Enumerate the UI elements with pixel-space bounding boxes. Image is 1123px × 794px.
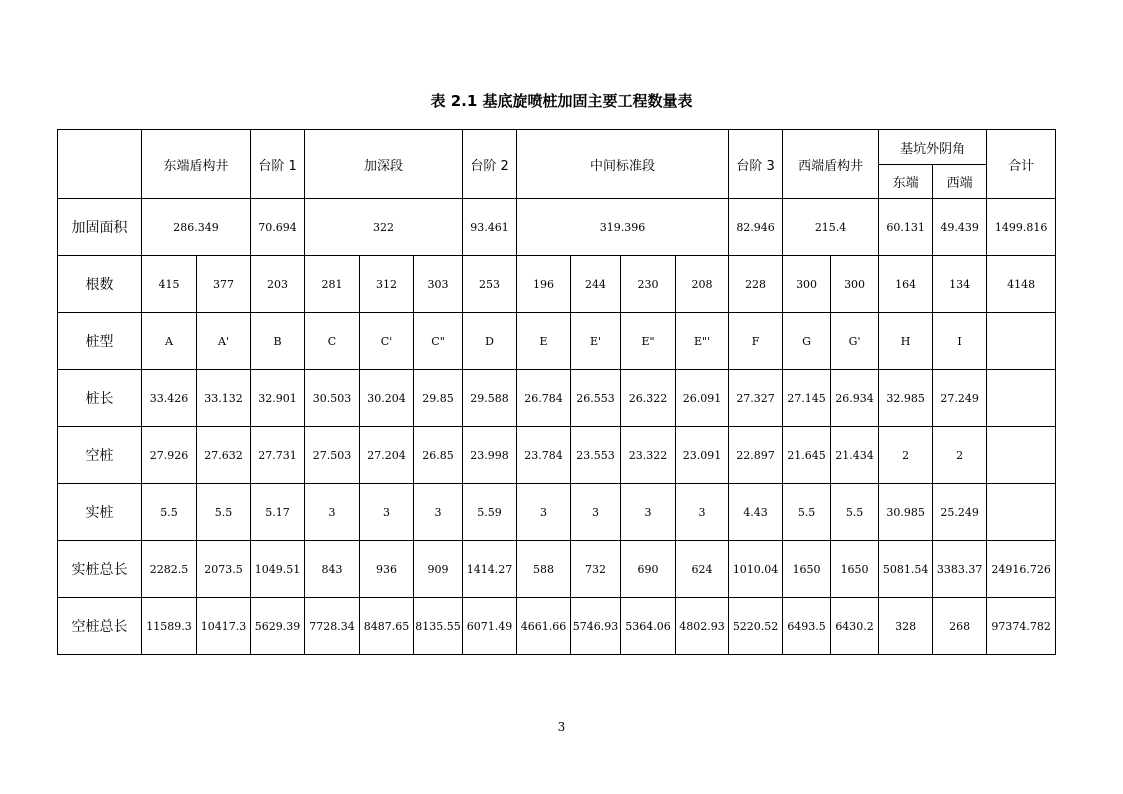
table-cell: 6493.5 [783,598,831,655]
table-cell: 322 [305,199,463,256]
table-cell: 319.396 [517,199,729,256]
table-cell: 5.5 [783,484,831,541]
table-cell: H [879,313,933,370]
table-cell: 2282.5 [142,541,197,598]
table-cell: 23.091 [676,427,729,484]
table-cell: 60.131 [879,199,933,256]
table-row [58,427,1056,484]
table-cell: 2 [933,427,987,484]
table-cell: 3 [414,484,463,541]
table-cell: 49.439 [933,199,987,256]
table-cell: 1650 [783,541,831,598]
table-cell: 690 [621,541,676,598]
table-row [58,313,1056,370]
table-cell: 32.901 [251,370,305,427]
table-cell: 29.85 [414,370,463,427]
table-cell: 230 [621,256,676,313]
table-row [58,256,1056,313]
row-label: 空桩总长 [58,598,142,655]
table-cell: 8135.55 [414,598,463,655]
header-row [58,130,1056,165]
table-cell: 30.985 [879,484,933,541]
table-cell: 164 [879,256,933,313]
table-cell: 4.43 [729,484,783,541]
row-label: 桩型 [58,313,142,370]
row-label: 实桩 [58,484,142,541]
table-cell: 1414.27 [463,541,517,598]
table-cell: 11589.3 [142,598,197,655]
table-cell: 244 [571,256,621,313]
table-cell: 5.59 [463,484,517,541]
header-cell: 台阶 2 [463,130,517,199]
table-cell: G [783,313,831,370]
table-cell: 30.204 [360,370,414,427]
table-cell: 26.553 [571,370,621,427]
table-row [58,598,1056,655]
table-cell: 300 [831,256,879,313]
table-cell: 328 [879,598,933,655]
table-cell: A [142,313,197,370]
table-cell: 5220.52 [729,598,783,655]
header-cell: 西端盾构井 [783,130,879,199]
header-cell: 基坑外阴角 [879,130,987,165]
header-subcell: 西端 [933,165,987,199]
table-cell: 5081.54 [879,541,933,598]
table-cell: 2073.5 [197,541,251,598]
table-cell: 3 [621,484,676,541]
table-cell: 21.645 [783,427,831,484]
table-cell: 24916.726 [987,541,1056,598]
table-cell: 253 [463,256,517,313]
table-cell: C [305,313,360,370]
row-label: 空桩 [58,427,142,484]
page-number: 3 [557,720,566,734]
table-cell: C' [360,313,414,370]
table-cell: 26.934 [831,370,879,427]
table-cell: 23.322 [621,427,676,484]
table-cell: 26.85 [414,427,463,484]
row-label: 桩长 [58,370,142,427]
table-cell: 909 [414,541,463,598]
table-cell: 3 [305,484,360,541]
table-cell: 303 [414,256,463,313]
table-row [58,370,1056,427]
table-cell: 268 [933,598,987,655]
table-cell: 23.998 [463,427,517,484]
table-cell: 27.249 [933,370,987,427]
table-cell: 27.204 [360,427,414,484]
table-cell: 29.588 [463,370,517,427]
row-label: 根数 [58,256,142,313]
table-cell: 27.145 [783,370,831,427]
table-cell: 203 [251,256,305,313]
table-cell: 6430.2 [831,598,879,655]
table-cell: 26.091 [676,370,729,427]
table-cell: 300 [783,256,831,313]
table-cell: 5746.93 [571,598,621,655]
table-cell: 27.731 [251,427,305,484]
table-row [58,484,1056,541]
table-cell: 23.553 [571,427,621,484]
table-cell: 281 [305,256,360,313]
table-cell [987,370,1056,427]
table-cell: 97374.782 [987,598,1056,655]
table-cell: 215.4 [783,199,879,256]
table-cell: 5.17 [251,484,305,541]
table-cell: 5629.39 [251,598,305,655]
table-cell: 415 [142,256,197,313]
table-cell: 624 [676,541,729,598]
header-cell: 中间标准段 [517,130,729,199]
table-cell: 4148 [987,256,1056,313]
header-cell: 加深段 [305,130,463,199]
table-cell: 10417.3 [197,598,251,655]
row-label: 加固面积 [58,199,142,256]
table-cell: 208 [676,256,729,313]
header-cell: 台阶 3 [729,130,783,199]
table-cell: 843 [305,541,360,598]
table-cell: A' [197,313,251,370]
table-cell: 27.327 [729,370,783,427]
table-cell [987,427,1056,484]
table-row [58,541,1056,598]
row-label: 实桩总长 [58,541,142,598]
table-cell: B [251,313,305,370]
table-cell: 4802.93 [676,598,729,655]
table-cell: 5.5 [142,484,197,541]
table-cell: 93.461 [463,199,517,256]
table-cell: 1650 [831,541,879,598]
table-cell: 6071.49 [463,598,517,655]
header-subcell: 东端 [879,165,933,199]
table-cell: 26.784 [517,370,571,427]
table-cell: 33.132 [197,370,251,427]
table-cell: 33.426 [142,370,197,427]
table-cell: 3 [571,484,621,541]
header-cell: 合计 [987,130,1056,199]
table-cell: G' [831,313,879,370]
table-cell: 70.694 [251,199,305,256]
table-cell: 134 [933,256,987,313]
table-cell: E"' [676,313,729,370]
table-cell [987,484,1056,541]
table-cell: 3383.37 [933,541,987,598]
table-cell: 732 [571,541,621,598]
table-cell: 2 [879,427,933,484]
table-cell: 3 [360,484,414,541]
table-cell: 82.946 [729,199,783,256]
table-cell: 23.784 [517,427,571,484]
table-cell: 22.897 [729,427,783,484]
table-cell: C" [414,313,463,370]
table-cell: 26.322 [621,370,676,427]
table-cell: E" [621,313,676,370]
table-cell: 377 [197,256,251,313]
table-cell: 228 [729,256,783,313]
table-cell: 7728.34 [305,598,360,655]
table-cell: 25.249 [933,484,987,541]
table-cell: F [729,313,783,370]
table-title: 表 2.1 基底旋喷桩加固主要工程数量表 [430,92,693,110]
table-cell: 27.632 [197,427,251,484]
table-cell: I [933,313,987,370]
table-cell: 588 [517,541,571,598]
table-cell: 286.349 [142,199,251,256]
table-cell: 936 [360,541,414,598]
table-cell: 4661.66 [517,598,571,655]
quantity-table [57,129,1056,655]
table-cell: 312 [360,256,414,313]
table-cell: 196 [517,256,571,313]
table-cell: 30.503 [305,370,360,427]
table-cell: 8487.65 [360,598,414,655]
table-cell: 27.926 [142,427,197,484]
table-cell: 5.5 [831,484,879,541]
table-cell: 5364.06 [621,598,676,655]
table-cell: 1049.51 [251,541,305,598]
header-cell: 东端盾构井 [142,130,251,199]
table-cell: 27.503 [305,427,360,484]
table-cell: 21.434 [831,427,879,484]
table-cell: E [517,313,571,370]
table-row [58,199,1056,256]
table-cell: 1499.816 [987,199,1056,256]
header-cell: 台阶 1 [251,130,305,199]
table-cell: 3 [676,484,729,541]
table-cell: D [463,313,517,370]
table-cell: 3 [517,484,571,541]
table-cell: 1010.04 [729,541,783,598]
table-cell [987,313,1056,370]
table-cell: 32.985 [879,370,933,427]
table-cell: E' [571,313,621,370]
header-corner [58,130,142,199]
table-cell: 5.5 [197,484,251,541]
